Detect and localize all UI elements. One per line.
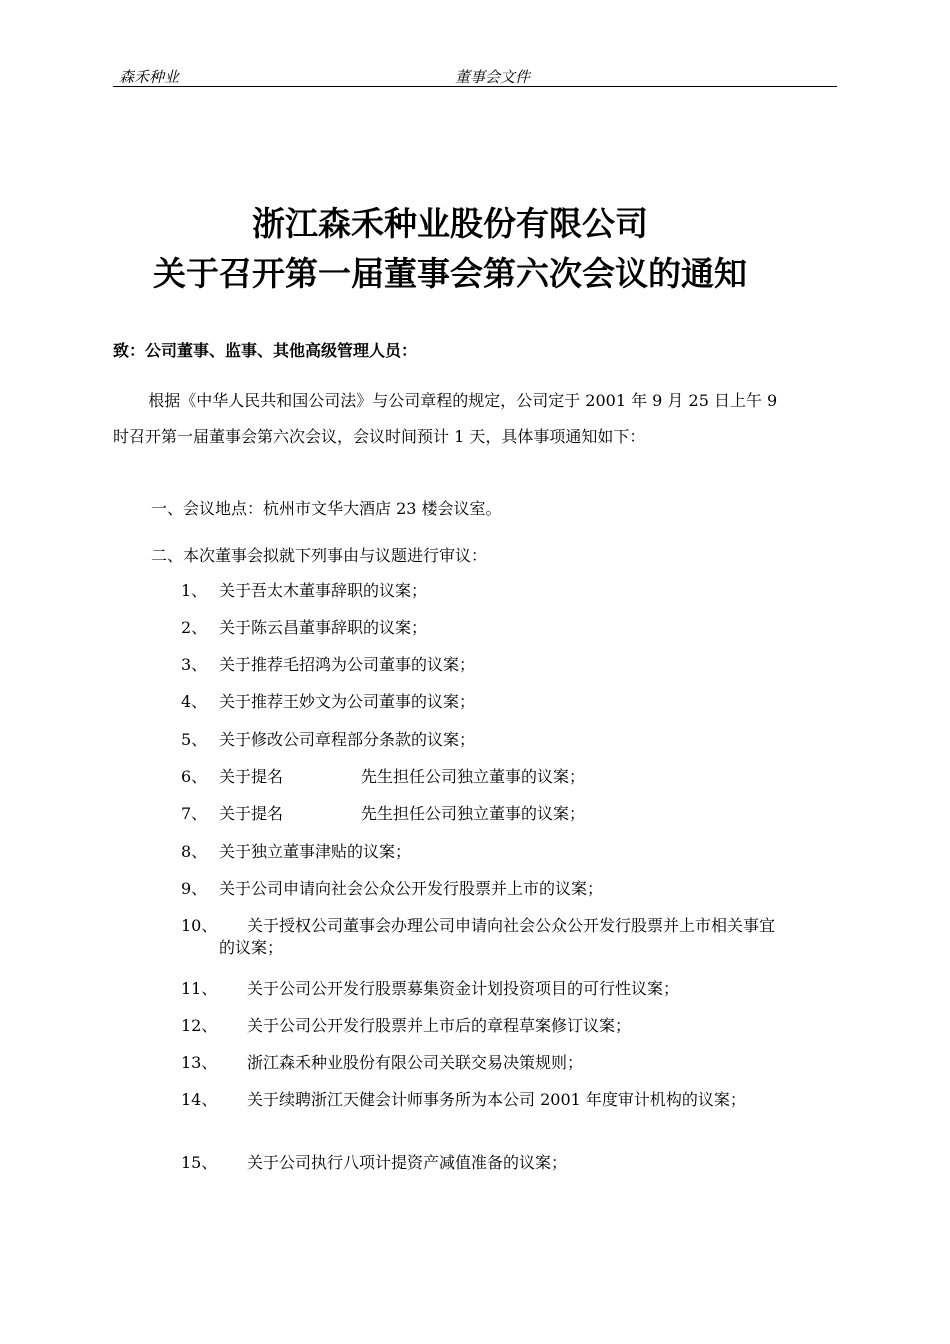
item-text: 关于公司执行八项计提资产减值准备的议案； — [247, 1153, 568, 1172]
item-text-part-a: 关于提名 — [219, 767, 284, 786]
item-text: 关于公司公开发行股票募集资金计划投资项目的可行性议案； — [247, 979, 680, 998]
meeting-location: 一、会议地点：杭州市文华大酒店 23 楼会议室。 — [151, 499, 502, 518]
agenda-intro: 二、本次董事会拟就下列事由与议题进行审议： — [151, 546, 488, 565]
item-text: 浙江森禾种业股份有限公司关联交易决策规则； — [247, 1053, 584, 1072]
item-number: 10、 — [181, 916, 218, 935]
item-number: 6、 — [181, 767, 208, 786]
item-text-part-a: 关于提名 — [219, 804, 284, 823]
title-line-2: 关于召开第一届董事会第六次会议的通知 — [153, 254, 747, 293]
item-text: 关于吾太木董事辞职的议案； — [219, 581, 428, 600]
item-number: 12、 — [181, 1016, 218, 1035]
item-number: 13、 — [181, 1053, 218, 1072]
item-number: 14、 — [181, 1090, 218, 1109]
item-number: 1、 — [181, 581, 208, 600]
item-text — [219, 803, 789, 825]
item-text: 关于独立董事津贴的议案； — [219, 842, 412, 861]
item-text: 关于推荐王妙文为公司董事的议案； — [219, 692, 476, 711]
item-text: 关于授权公司董事会办理公司申请向社会公众公开发行股票并上市相关事宜的议案； — [219, 916, 776, 957]
header-doc-type: 董事会文件 — [455, 68, 531, 86]
item-number: 9、 — [181, 879, 208, 898]
intro-paragraph: 根据《中华人民共和国公司法》与公司章程的规定，公司定于 2001 年 9 月 25 日上午 9 时召开第一届董事会第六次会议，会议时间预计 1 天，具体事项通知如下： — [113, 391, 778, 446]
item-number: 3、 — [181, 655, 208, 674]
item-number: 11、 — [181, 979, 218, 998]
item-number: 15、 — [181, 1153, 218, 1172]
item-text: 关于公司公开发行股票并上市后的章程草案修订议案； — [247, 1016, 632, 1035]
item-text: 关于推荐毛招鸿为公司董事的议案； — [219, 655, 476, 674]
item-text — [219, 766, 789, 788]
item-number: 7、 — [181, 804, 208, 823]
item-text: 关于续聘浙江天健会计师事务所为本公司 2001 年度审计机构的议案； — [247, 1090, 746, 1109]
item-text-part-b: 先生担任公司独立董事的议案； — [361, 767, 586, 786]
item-number: 4、 — [181, 692, 208, 711]
item-text: 关于公司申请向社会公众公开发行股票并上市的议案； — [219, 879, 604, 898]
item-number: 2、 — [181, 618, 208, 637]
item-text-part-b: 先生担任公司独立董事的议案； — [361, 804, 586, 823]
item-number: 8、 — [181, 842, 208, 861]
header-company: 森禾种业 — [119, 68, 180, 86]
page-header — [113, 66, 837, 87]
salutation: 致：公司董事、监事、其他高级管理人员： — [113, 341, 418, 360]
title-line-1: 浙江森禾种业股份有限公司 — [252, 204, 648, 243]
item-text: 关于陈云昌董事辞职的议案； — [219, 618, 428, 637]
item-text: 关于修改公司章程部分条款的议案； — [219, 730, 476, 749]
item-number: 5、 — [181, 730, 208, 749]
